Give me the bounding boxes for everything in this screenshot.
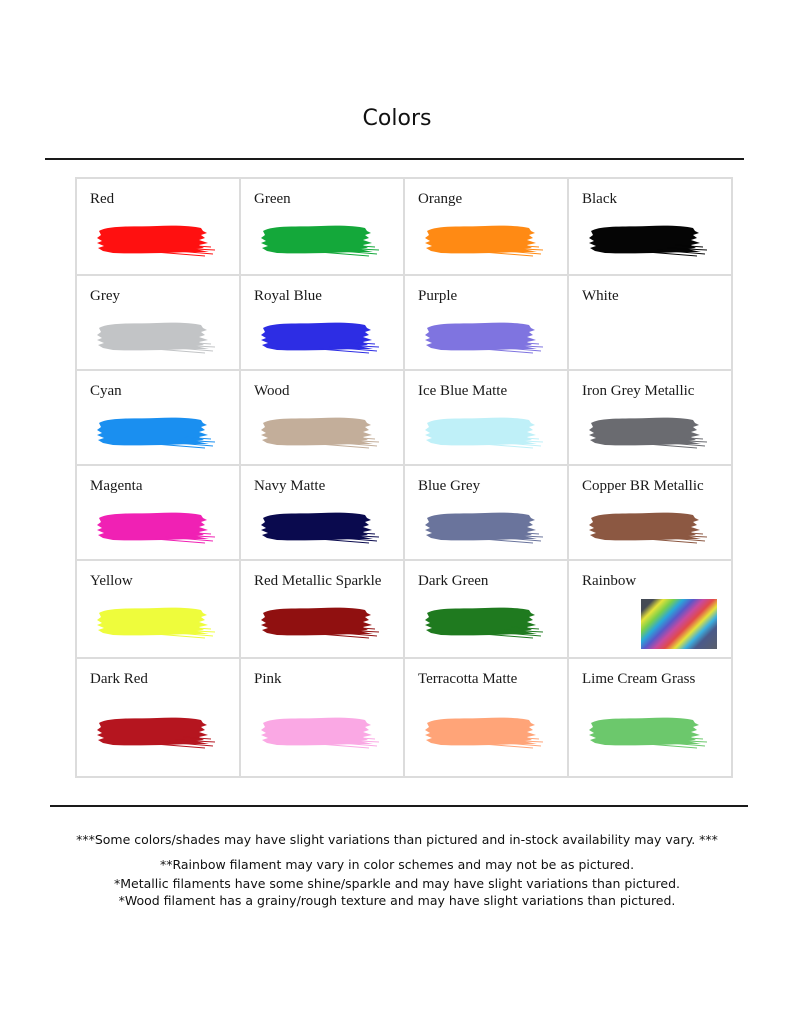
color-label: Cyan (90, 383, 122, 399)
color-cell (240, 370, 404, 465)
color-label: Terracotta Matte (418, 671, 518, 687)
color-label: Blue Grey (418, 478, 481, 494)
color-label: Copper BR Metallic (582, 478, 704, 494)
color-cell (76, 560, 240, 658)
grid-row (76, 275, 732, 370)
top-divider (45, 158, 744, 160)
paint-stroke-swatch (423, 221, 543, 257)
footnote-wood: *Wood filament has a grainy/rough texture and may have slight variations than pictured. (118, 893, 676, 908)
color-cell (568, 370, 732, 465)
paint-stroke-swatch (259, 713, 379, 749)
color-cell (404, 275, 568, 370)
color-label: Royal Blue (254, 288, 322, 304)
paint-stroke-swatch (423, 713, 543, 749)
paint-stroke-swatch (259, 318, 379, 354)
color-cell (76, 465, 240, 560)
footnote-availability: ***Some colors/shades may have slight variations than pictured and in-stock availability may vary. *** (76, 832, 718, 847)
footnote-rainbow: **Rainbow filament may vary in color schemes and may not be as pictured. (159, 857, 635, 872)
color-label: Purple (418, 288, 458, 304)
color-label: White (582, 288, 619, 304)
footnotes (0, 832, 794, 908)
grid-row (76, 560, 732, 658)
color-cell (240, 275, 404, 370)
color-cell (404, 178, 568, 275)
rainbow-swatch (641, 599, 717, 649)
color-label: Navy Matte (254, 478, 326, 494)
paint-stroke-swatch (587, 413, 707, 449)
color-cell (568, 560, 732, 658)
paint-stroke-swatch (95, 413, 215, 449)
color-label: Magenta (90, 478, 143, 494)
paint-stroke-swatch (95, 318, 215, 354)
color-cell (76, 178, 240, 275)
color-label: Pink (254, 671, 282, 687)
paint-stroke-swatch (95, 713, 215, 749)
color-cell (76, 370, 240, 465)
color-label: Rainbow (582, 573, 637, 589)
color-cell (404, 465, 568, 560)
paint-stroke-swatch (259, 221, 379, 257)
color-label: Red Metallic Sparkle (254, 573, 382, 589)
paint-stroke-swatch (95, 603, 215, 639)
color-cell (240, 560, 404, 658)
color-cell (76, 275, 240, 370)
color-cell (76, 658, 240, 777)
paint-stroke-swatch (95, 221, 215, 257)
color-label: Green (254, 191, 291, 207)
paint-stroke-swatch (587, 508, 707, 544)
color-label: Ice Blue Matte (418, 383, 508, 399)
color-label: Wood (254, 383, 290, 399)
grid-row (76, 370, 732, 465)
paint-stroke-swatch (587, 221, 707, 257)
color-cell (568, 178, 732, 275)
paint-stroke-swatch (423, 318, 543, 354)
color-cell (568, 465, 732, 560)
color-label: Grey (90, 288, 120, 304)
color-cell (404, 658, 568, 777)
paint-stroke-swatch (95, 508, 215, 544)
color-label: Iron Grey Metallic (582, 383, 695, 399)
grid-row (76, 178, 732, 275)
color-cell (568, 275, 732, 370)
page-title: Colors (362, 106, 432, 131)
color-cell (568, 658, 732, 777)
paint-stroke-swatch (587, 713, 707, 749)
color-label: Orange (418, 191, 463, 207)
color-cell (404, 560, 568, 658)
color-label: Dark Green (418, 573, 489, 589)
color-grid (75, 177, 733, 778)
color-cell (240, 178, 404, 275)
grid-row (76, 465, 732, 560)
paint-stroke-swatch (423, 508, 543, 544)
paint-stroke-swatch (423, 603, 543, 639)
color-label: Yellow (90, 573, 133, 589)
color-label: Dark Red (90, 671, 148, 687)
footnote-metallic: *Metallic filaments have some shine/sparkle and may have slight variations than pictured. (114, 876, 680, 891)
color-cell (240, 465, 404, 560)
paint-stroke-swatch (259, 413, 379, 449)
bottom-divider (50, 805, 748, 807)
color-cell (404, 370, 568, 465)
color-label: Lime Cream Grass (582, 671, 696, 687)
color-label: Red (90, 191, 115, 207)
grid-row (76, 658, 732, 777)
paint-stroke-swatch (423, 413, 543, 449)
paint-stroke-swatch (259, 508, 379, 544)
color-label: Black (582, 191, 617, 207)
color-cell (240, 658, 404, 777)
paint-stroke-swatch (259, 603, 379, 639)
